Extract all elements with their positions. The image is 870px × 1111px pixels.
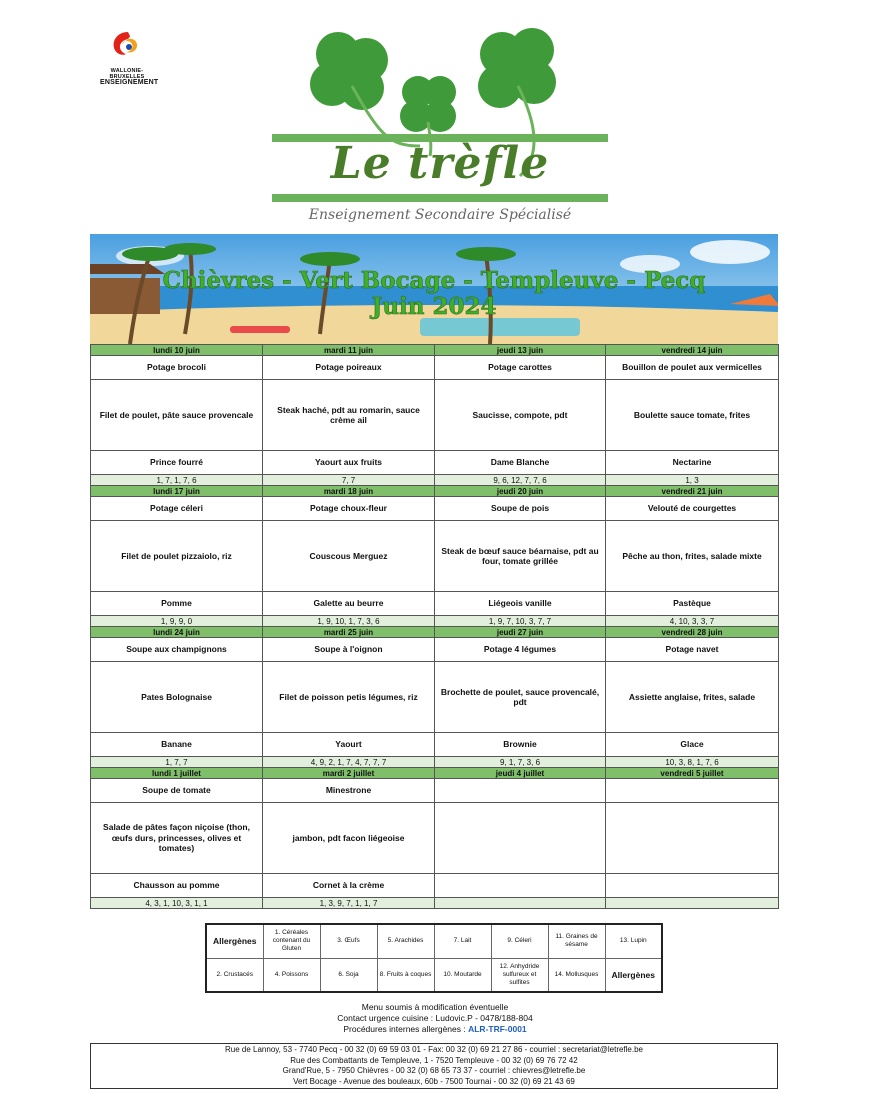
allergen-codes-cell: 1, 9, 9, 0 bbox=[91, 616, 263, 627]
day-header: jeudi 27 juin bbox=[435, 627, 606, 638]
footer-address-vert-bocage: Vert Bocage - Avenue des bouleaux, 60b - 7500 Tournai - 00 32 (0) 69 21 43 69 bbox=[293, 1076, 575, 1086]
fwb-line2: ENSEIGNEMENT bbox=[100, 79, 159, 86]
allergen-codes-cell bbox=[435, 898, 606, 909]
day-header: vendredi 14 juin bbox=[606, 345, 779, 356]
soup-cell: Bouillon de poulet aux vermicelles bbox=[606, 356, 779, 380]
day-header: mardi 11 juin bbox=[263, 345, 435, 356]
fwb-swirl-icon bbox=[110, 30, 140, 62]
dessert-cell: Pomme bbox=[91, 592, 263, 616]
main-dish-cell: Boulette sauce tomate, frites bbox=[606, 380, 779, 451]
weekly-menu-table bbox=[90, 344, 779, 909]
allergen-codes-cell: 4, 3, 1, 10, 3, 1, 1 bbox=[91, 898, 263, 909]
day-header: jeudi 20 juin bbox=[435, 486, 606, 497]
dessert-row bbox=[91, 592, 779, 616]
legend-item: 12. Anhydride sulfureux et sulfites bbox=[491, 958, 548, 992]
allergen-codes-row bbox=[91, 757, 779, 768]
legend-item: 3. Œufs bbox=[320, 924, 377, 958]
soup-cell bbox=[606, 779, 779, 803]
dessert-row bbox=[91, 874, 779, 898]
main-dish-cell: Saucisse, compote, pdt bbox=[435, 380, 606, 451]
legend-item: 14. Mollusques bbox=[548, 958, 605, 992]
allergen-codes-cell: 4, 10, 3, 3, 7 bbox=[606, 616, 779, 627]
notes-procedure bbox=[0, 1024, 870, 1035]
allergen-codes-cell: 1, 7, 1, 7, 6 bbox=[91, 475, 263, 486]
legend-row bbox=[206, 958, 662, 992]
legend-item: 2. Crustacés bbox=[206, 958, 263, 992]
notes-procedure-label: Procédures internes allergènes : bbox=[343, 1024, 469, 1034]
soup-row bbox=[91, 638, 779, 662]
school-subtitle: Enseignement Secondaire Spécialisé bbox=[308, 207, 572, 223]
soup-cell bbox=[435, 779, 606, 803]
allergen-codes-cell: 1, 3, 9, 7, 1, 1, 7 bbox=[263, 898, 435, 909]
legend-item: 7. Lait bbox=[434, 924, 491, 958]
day-header: vendredi 5 juillet bbox=[606, 768, 779, 779]
main-dish-row bbox=[91, 521, 779, 592]
clover-logo bbox=[270, 26, 610, 226]
day-header: jeudi 13 juin bbox=[435, 345, 606, 356]
dessert-cell: Chausson au pomme bbox=[91, 874, 263, 898]
soup-row bbox=[91, 356, 779, 380]
legend-item: 13. Lupin bbox=[605, 924, 662, 958]
allergen-codes-cell: 9, 6, 12, 7, 7, 6 bbox=[435, 475, 606, 486]
soup-cell: Minestrone bbox=[263, 779, 435, 803]
dessert-cell: Cornet à la crème bbox=[263, 874, 435, 898]
main-dish-cell: Filet de poulet, pâte sauce provencale bbox=[91, 380, 263, 451]
soup-cell: Soupe aux champignons bbox=[91, 638, 263, 662]
legend-item: 1. Céréales contenant du Gluten bbox=[263, 924, 320, 958]
day-header: mardi 18 juin bbox=[263, 486, 435, 497]
day-header: vendredi 21 juin bbox=[606, 486, 779, 497]
dessert-cell: Prince fourré bbox=[91, 451, 263, 475]
main-dish-cell: Filet de poulet pizzaiolo, riz bbox=[91, 521, 263, 592]
day-header: lundi 10 juin bbox=[91, 345, 263, 356]
allergen-codes-cell: 1, 3 bbox=[606, 475, 779, 486]
menu-notes bbox=[0, 1002, 870, 1035]
main-dish-cell: Steak de bœuf sauce béarnaise, pdt au four, tomate grillée bbox=[435, 521, 606, 592]
legend-item: 10. Moutarde bbox=[434, 958, 491, 992]
dessert-cell: Glace bbox=[606, 733, 779, 757]
legend-header: Allergènes bbox=[206, 924, 263, 958]
main-dish-cell bbox=[435, 803, 606, 874]
day-header: jeudi 4 juillet bbox=[435, 768, 606, 779]
main-dish-cell: Assiette anglaise, frites, salade bbox=[606, 662, 779, 733]
allergen-codes-row bbox=[91, 616, 779, 627]
main-dish-cell: Salade de pâtes façon niçoise (thon, œufs durs, princesses, olives et tomates) bbox=[91, 803, 263, 874]
soup-cell: Potage 4 légumes bbox=[435, 638, 606, 662]
legend-item: 4. Poissons bbox=[263, 958, 320, 992]
dessert-cell: Nectarine bbox=[606, 451, 779, 475]
legend-item: 11. Graines de sésame bbox=[548, 924, 605, 958]
footer-address-pecq: Rue de Lannoy, 53 - 7740 Pecq - 00 32 (0) 69 59 03 01 - Fax: 00 32 (0) 69 21 27 86 - courriel : secretariat@letrefle.be bbox=[225, 1045, 643, 1054]
notes-disclaimer: Menu soumis à modification éventuelle bbox=[361, 1002, 509, 1012]
procedure-code: ALR-TRF-0001 bbox=[468, 1024, 527, 1034]
legend-item: 9. Céleri bbox=[491, 924, 548, 958]
main-dish-row bbox=[91, 662, 779, 733]
day-header-row bbox=[91, 345, 779, 356]
allergen-codes-cell: 1, 7, 7 bbox=[91, 757, 263, 768]
allergen-codes-cell bbox=[606, 898, 779, 909]
allergen-codes-cell: 1, 9, 7, 10, 3, 7, 7 bbox=[435, 616, 606, 627]
footer-address-templeuve: Rue des Combattants de Templeuve, 1 - 7520 Templeuve - 00 32 (0) 69 76 72 42 bbox=[290, 1055, 578, 1065]
allergen-codes-cell: 10, 3, 8, 1, 7, 6 bbox=[606, 757, 779, 768]
legend-item: 8. Fruits à coques bbox=[377, 958, 434, 992]
beach-banner bbox=[90, 234, 778, 344]
day-header: lundi 1 juillet bbox=[91, 768, 263, 779]
soup-cell: Potage poireaux bbox=[263, 356, 435, 380]
soup-cell: Velouté de courgettes bbox=[606, 497, 779, 521]
legend-item: 6. Soja bbox=[320, 958, 377, 992]
dessert-row bbox=[91, 451, 779, 475]
dessert-cell: Dame Blanche bbox=[435, 451, 606, 475]
soup-cell: Potage brocoli bbox=[91, 356, 263, 380]
dessert-cell: Galette au beurre bbox=[263, 592, 435, 616]
main-dish-row bbox=[91, 380, 779, 451]
main-dish-row bbox=[91, 803, 779, 874]
main-dish-cell: Pates Bolognaise bbox=[91, 662, 263, 733]
legend-row bbox=[206, 924, 662, 958]
notes-contact: Contact urgence cuisine : Ludovic.P - 0478/188-804 bbox=[337, 1013, 533, 1023]
school-title: Le trèfle bbox=[330, 138, 550, 189]
footer-address-chievres: Grand'Rue, 5 - 7950 Chièvres - 00 32 (0) 68 65 73 37 - courriel : chievres@letrefle.be bbox=[282, 1066, 586, 1075]
soup-cell: Soupe à l'oignon bbox=[263, 638, 435, 662]
allergen-legend bbox=[205, 923, 663, 993]
fwb-logo bbox=[100, 30, 159, 86]
fwb-line1: WALLONIE-BRUXELLES bbox=[109, 68, 145, 80]
main-dish-cell: jambon, pdt facon liégeoise bbox=[263, 803, 435, 874]
dessert-cell: Banane bbox=[91, 733, 263, 757]
soup-row bbox=[91, 779, 779, 803]
main-dish-cell: Pêche au thon, frites, salade mixte bbox=[606, 521, 779, 592]
soup-cell: Soupe de tomate bbox=[91, 779, 263, 803]
main-dish-cell: Couscous Merguez bbox=[263, 521, 435, 592]
day-header: lundi 17 juin bbox=[91, 486, 263, 497]
banner-title-line2: Juin 2024 bbox=[371, 293, 497, 320]
dessert-cell bbox=[435, 874, 606, 898]
main-dish-cell: Filet de poisson petis légumes, riz bbox=[263, 662, 435, 733]
address-footer bbox=[90, 1043, 778, 1089]
allergen-codes-cell: 9, 1, 7, 3, 6 bbox=[435, 757, 606, 768]
dessert-cell: Yaourt bbox=[263, 733, 435, 757]
day-header: mardi 25 juin bbox=[263, 627, 435, 638]
dessert-cell bbox=[606, 874, 779, 898]
day-header-row bbox=[91, 627, 779, 638]
legend-item: 5. Arachides bbox=[377, 924, 434, 958]
soup-cell: Potage choux-fleur bbox=[263, 497, 435, 521]
allergen-codes-cell: 7, 7 bbox=[263, 475, 435, 486]
dessert-cell: Liégeois vanille bbox=[435, 592, 606, 616]
day-header: lundi 24 juin bbox=[91, 627, 263, 638]
soup-cell: Potage carottes bbox=[435, 356, 606, 380]
main-dish-cell: Steak haché, pdt au romarin, sauce crème ail bbox=[263, 380, 435, 451]
dessert-row bbox=[91, 733, 779, 757]
allergen-codes-cell: 4, 9, 2, 1, 7, 4, 7, 7, 7 bbox=[263, 757, 435, 768]
day-header-row bbox=[91, 486, 779, 497]
soup-cell: Soupe de pois bbox=[435, 497, 606, 521]
allergen-codes-row bbox=[91, 475, 779, 486]
day-header-row bbox=[91, 768, 779, 779]
main-dish-cell bbox=[606, 803, 779, 874]
soup-cell: Potage navet bbox=[606, 638, 779, 662]
allergen-codes-cell: 1, 9, 10, 1, 7, 3, 6 bbox=[263, 616, 435, 627]
dessert-cell: Brownie bbox=[435, 733, 606, 757]
dessert-cell: Pastèque bbox=[606, 592, 779, 616]
day-header: vendredi 28 juin bbox=[606, 627, 779, 638]
day-header: mardi 2 juillet bbox=[263, 768, 435, 779]
banner-title-line1: Chièvres - Vert Bocage - Templeuve - Pecq bbox=[162, 267, 706, 294]
allergen-codes-row bbox=[91, 898, 779, 909]
soup-cell: Potage céleri bbox=[91, 497, 263, 521]
legend-header: Allergènes bbox=[605, 958, 662, 992]
main-dish-cell: Brochette de poulet, sauce provencalé, pdt bbox=[435, 662, 606, 733]
dessert-cell: Yaourt aux fruits bbox=[263, 451, 435, 475]
soup-row bbox=[91, 497, 779, 521]
